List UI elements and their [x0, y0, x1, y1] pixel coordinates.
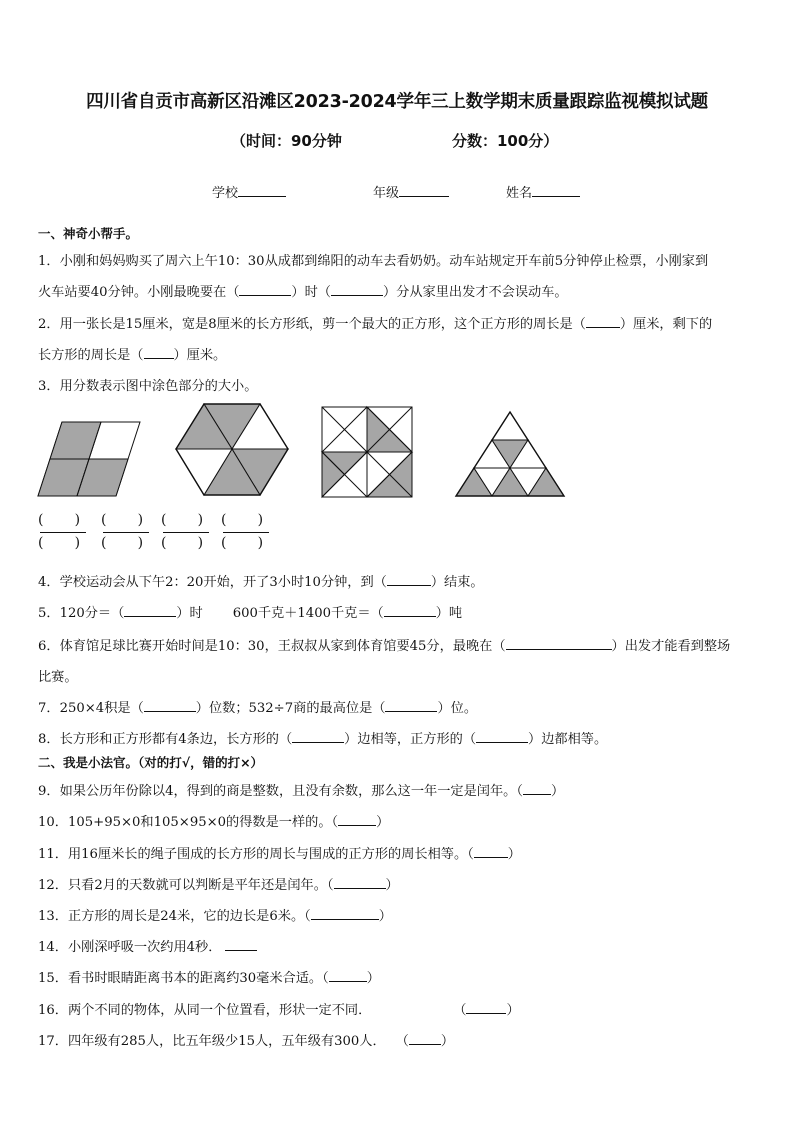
answer-blank[interactable] — [506, 638, 612, 650]
answer-blank[interactable] — [466, 1002, 506, 1014]
question-16: 16．两个不同的物体，从同一个位置看，形状一定不同． （ ） — [38, 1003, 520, 1018]
question-9: 9．如果公历年份除以4，得到的商是整数，且没有余数，那么这一年一定是闰年。（ ） — [38, 784, 565, 799]
question-10: 10．105+95×0和105×95×0的得数是一样的。（ ） — [38, 815, 390, 830]
section-one-heading: 一、神奇小帮手。 — [38, 226, 139, 241]
answer-blank[interactable] — [409, 1033, 441, 1045]
question-8: 8．长方形和正方形都有4条边，长方形的（ ）边相等，正方形的（ ）边都相等。 — [38, 732, 608, 747]
question-2-line2: 长方形的周长是（ ）厘米。 — [38, 348, 227, 363]
question-14: 14．小刚深呼吸一次约用4秒． — [38, 936, 257, 955]
answer-blank[interactable] — [124, 605, 176, 617]
answer-blank[interactable] — [239, 284, 291, 296]
answer-blank[interactable] — [144, 347, 174, 359]
answer-blank[interactable] — [385, 700, 437, 712]
grade-field[interactable] — [373, 182, 449, 201]
page-title: 四川省自贡市高新区沿滩区2023-2024学年三上数学期末质量跟踪监视模拟试题 — [86, 92, 708, 112]
question-3: 3．用分数表示图中涂色部分的大小。 — [38, 379, 258, 394]
answer-blank[interactable] — [329, 970, 367, 982]
answer-blank[interactable] — [292, 731, 344, 743]
answer-blank[interactable] — [474, 846, 508, 858]
school-label: 学校 — [212, 186, 239, 201]
question-15: 15．看书时眼睛距离书本的距离约30毫米合适。（ ） — [38, 971, 380, 986]
question-4: 4．学校运动会从下午2：20开始，开了3小时10分钟，到（ ）结束。 — [38, 575, 484, 590]
grade-label: 年级 — [373, 186, 400, 201]
question-13: 13．正方形的周长是24米，它的边长是6米。（ ） — [38, 909, 392, 924]
answer-blank[interactable] — [334, 877, 386, 889]
question-17: 17．四年级有285人，比五年级少15人，五年级有300人． （ ） — [38, 1034, 455, 1049]
question-5: 5．120分＝（ ）时 600千克＋1400千克＝（ ）吨 — [38, 606, 463, 621]
question-6-line1: 6．体育馆足球比赛开始时间是10：30，王叔叔从家到体育馆要45分，最晚在（ ）出发才能看到整场 — [38, 639, 731, 654]
question-1-line1: 1．小刚和妈妈购买了周六上午10：30从成都到绵阳的动车去看奶奶。动车站规定开车前5分钟停止检票，小刚家到 — [38, 254, 709, 269]
name-field[interactable] — [506, 182, 580, 201]
question-12: 12．只看2月的天数就可以判断是平年还是闰年。（ ） — [38, 878, 399, 893]
answer-blank[interactable] — [586, 316, 620, 328]
triangle-figure — [456, 411, 566, 499]
hexagon-figure — [174, 403, 294, 499]
answer-blank[interactable] — [387, 574, 431, 586]
square-figure — [321, 406, 413, 498]
answer-blank[interactable] — [384, 605, 436, 617]
question-2-line1: 2．用一张长是15厘米，宽是8厘米的长方形纸，剪一个最大的正方形，这个正方形的周长是（ ）厘米，剩下的 — [38, 317, 713, 332]
exam-time: （时间：90分钟 — [231, 132, 342, 150]
answer-blank[interactable] — [311, 908, 379, 920]
question-11: 11．用16厘米长的绳子围成的长方形的周长与围成的正方形的周长相等。（ ） — [38, 847, 521, 862]
question-1-line2: 火车站要40分钟。小刚最晚要在（ ）时（ ）分从家里出发才不会误动车。 — [38, 285, 568, 300]
answer-blank[interactable] — [523, 783, 551, 795]
answer-blank[interactable] — [144, 700, 196, 712]
school-field[interactable] — [212, 182, 286, 201]
parallelogram-figure — [38, 420, 142, 498]
name-label: 姓名 — [506, 186, 533, 201]
question-6-line2: 比赛。 — [38, 670, 78, 685]
answer-blank[interactable] — [338, 814, 376, 826]
answer-blank[interactable] — [225, 939, 257, 951]
question-7: 7．250×4积是（ ）位数；532÷7商的最高位是（ ）位。 — [38, 701, 478, 716]
answer-blank[interactable] — [331, 284, 383, 296]
answer-blank[interactable] — [476, 731, 528, 743]
section-two-heading: 二、我是小法官。（对的打√，错的打×） — [38, 755, 264, 770]
exam-score: 分数：100分） — [452, 132, 559, 150]
